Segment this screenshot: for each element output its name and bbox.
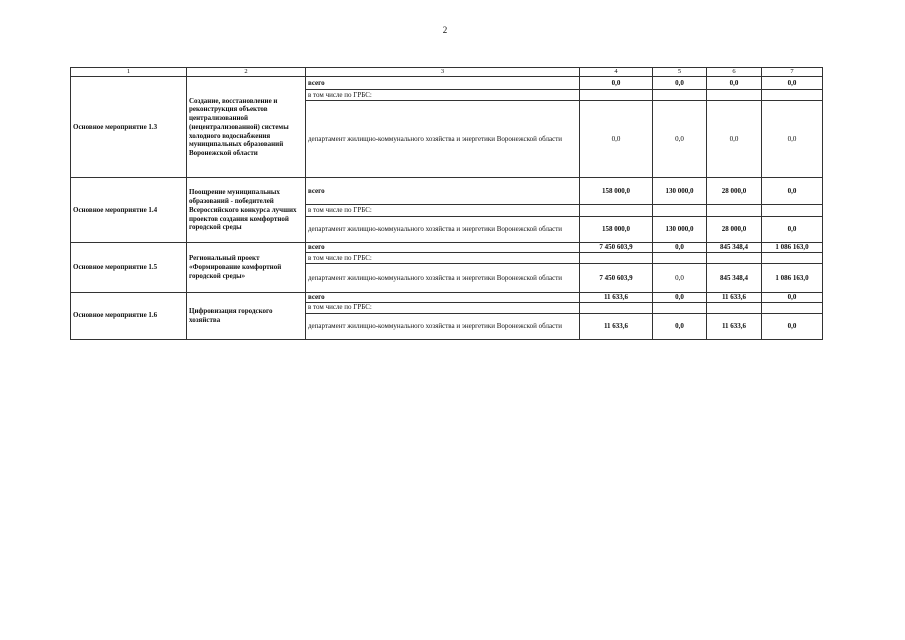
empty-cell xyxy=(653,252,707,263)
value-cell: 28 000,0 xyxy=(707,178,762,205)
table-row xyxy=(71,292,823,302)
empty-cell xyxy=(707,302,762,313)
value-cell: 7 450 603,9 xyxy=(580,263,653,292)
value-cell: 0,0 xyxy=(762,101,823,178)
value-cell: 158 000,0 xyxy=(580,217,653,243)
value-cell: 0,0 xyxy=(580,101,653,178)
column-header: 5 xyxy=(653,68,707,77)
value-cell: 130 000,0 xyxy=(653,178,707,205)
value-cell: 0,0 xyxy=(653,243,707,253)
column-header: 7 xyxy=(762,68,823,77)
activity-cell: Основное мероприятие 1.6 xyxy=(71,292,187,339)
total-label: всего xyxy=(306,77,580,90)
total-label: всего xyxy=(306,243,580,253)
empty-cell xyxy=(580,90,653,101)
department-label: департамент жилищно-коммунального хозяйства и энергетики Воронежской области xyxy=(306,101,580,178)
department-label: департамент жилищно-коммунального хозяйства и энергетики Воронежской области xyxy=(306,263,580,292)
activity-name-cell: Региональный проект «Формирование комфортной городской среды» xyxy=(187,243,306,293)
value-cell: 845 348,4 xyxy=(707,243,762,253)
table-row xyxy=(71,243,823,253)
value-cell: 130 000,0 xyxy=(653,217,707,243)
activity-name-cell: Создание, восстановление и реконструкция объектов централизованной (нецентрализованной) системы холодного водоснабжения муниципальных образований Воронежской области xyxy=(187,77,306,178)
empty-cell xyxy=(762,252,823,263)
subtotal-label: в том числе по ГРБС: xyxy=(306,302,580,313)
value-cell: 0,0 xyxy=(653,313,707,339)
value-cell: 0,0 xyxy=(580,77,653,90)
column-header: 4 xyxy=(580,68,653,77)
value-cell: 0,0 xyxy=(762,178,823,205)
department-label: департамент жилищно-коммунального хозяйства и энергетики Воронежской области xyxy=(306,313,580,339)
value-cell: 11 633,6 xyxy=(707,313,762,339)
value-cell: 158 000,0 xyxy=(580,178,653,205)
value-cell: 0,0 xyxy=(653,101,707,178)
value-cell: 1 086 163,0 xyxy=(762,243,823,253)
empty-cell xyxy=(653,90,707,101)
empty-cell xyxy=(653,205,707,217)
table-row xyxy=(71,178,823,205)
value-cell: 0,0 xyxy=(707,77,762,90)
activity-cell: Основное мероприятие 1.5 xyxy=(71,243,187,293)
activity-cell: Основное мероприятие 1.4 xyxy=(71,178,187,243)
activity-cell: Основное мероприятие 1.3 xyxy=(71,77,187,178)
value-cell: 11 633,6 xyxy=(580,313,653,339)
column-header: 3 xyxy=(306,68,580,77)
department-label: департамент жилищно-коммунального хозяйства и энергетики Воронежской области xyxy=(306,217,580,243)
value-cell: 28 000,0 xyxy=(707,217,762,243)
column-header: 6 xyxy=(707,68,762,77)
column-header: 2 xyxy=(187,68,306,77)
subtotal-label: в том числе по ГРБС: xyxy=(306,205,580,217)
subtotal-label: в том числе по ГРБС: xyxy=(306,252,580,263)
empty-cell xyxy=(762,302,823,313)
activity-name-cell: Цифровизация городского хозяйства xyxy=(187,292,306,339)
column-number-row xyxy=(71,68,823,77)
column-header: 1 xyxy=(71,68,187,77)
empty-cell xyxy=(707,252,762,263)
empty-cell xyxy=(580,302,653,313)
value-cell: 11 633,6 xyxy=(580,292,653,302)
total-label: всего xyxy=(306,292,580,302)
value-cell: 0,0 xyxy=(653,77,707,90)
value-cell: 845 348,4 xyxy=(707,263,762,292)
empty-cell xyxy=(762,90,823,101)
value-cell: 0,0 xyxy=(762,217,823,243)
empty-cell xyxy=(707,205,762,217)
empty-cell xyxy=(653,302,707,313)
value-cell: 0,0 xyxy=(653,292,707,302)
empty-cell xyxy=(762,205,823,217)
value-cell: 0,0 xyxy=(653,263,707,292)
value-cell: 0,0 xyxy=(762,77,823,90)
table-row xyxy=(71,77,823,90)
page-number: 2 xyxy=(442,25,448,35)
value-cell: 0,0 xyxy=(762,292,823,302)
total-label: всего xyxy=(306,178,580,205)
funding-table xyxy=(70,67,823,340)
value-cell: 11 633,6 xyxy=(707,292,762,302)
value-cell: 0,0 xyxy=(762,313,823,339)
empty-cell xyxy=(580,252,653,263)
subtotal-label: в том числе по ГРБС: xyxy=(306,90,580,101)
activity-name-cell: Поощрение муниципальных образований - победителей Всероссийского конкурса лучших проектов создания комфортной городской среды xyxy=(187,178,306,243)
empty-cell xyxy=(707,90,762,101)
value-cell: 0,0 xyxy=(707,101,762,178)
empty-cell xyxy=(580,205,653,217)
value-cell: 7 450 603,9 xyxy=(580,243,653,253)
value-cell: 1 086 163,0 xyxy=(762,263,823,292)
